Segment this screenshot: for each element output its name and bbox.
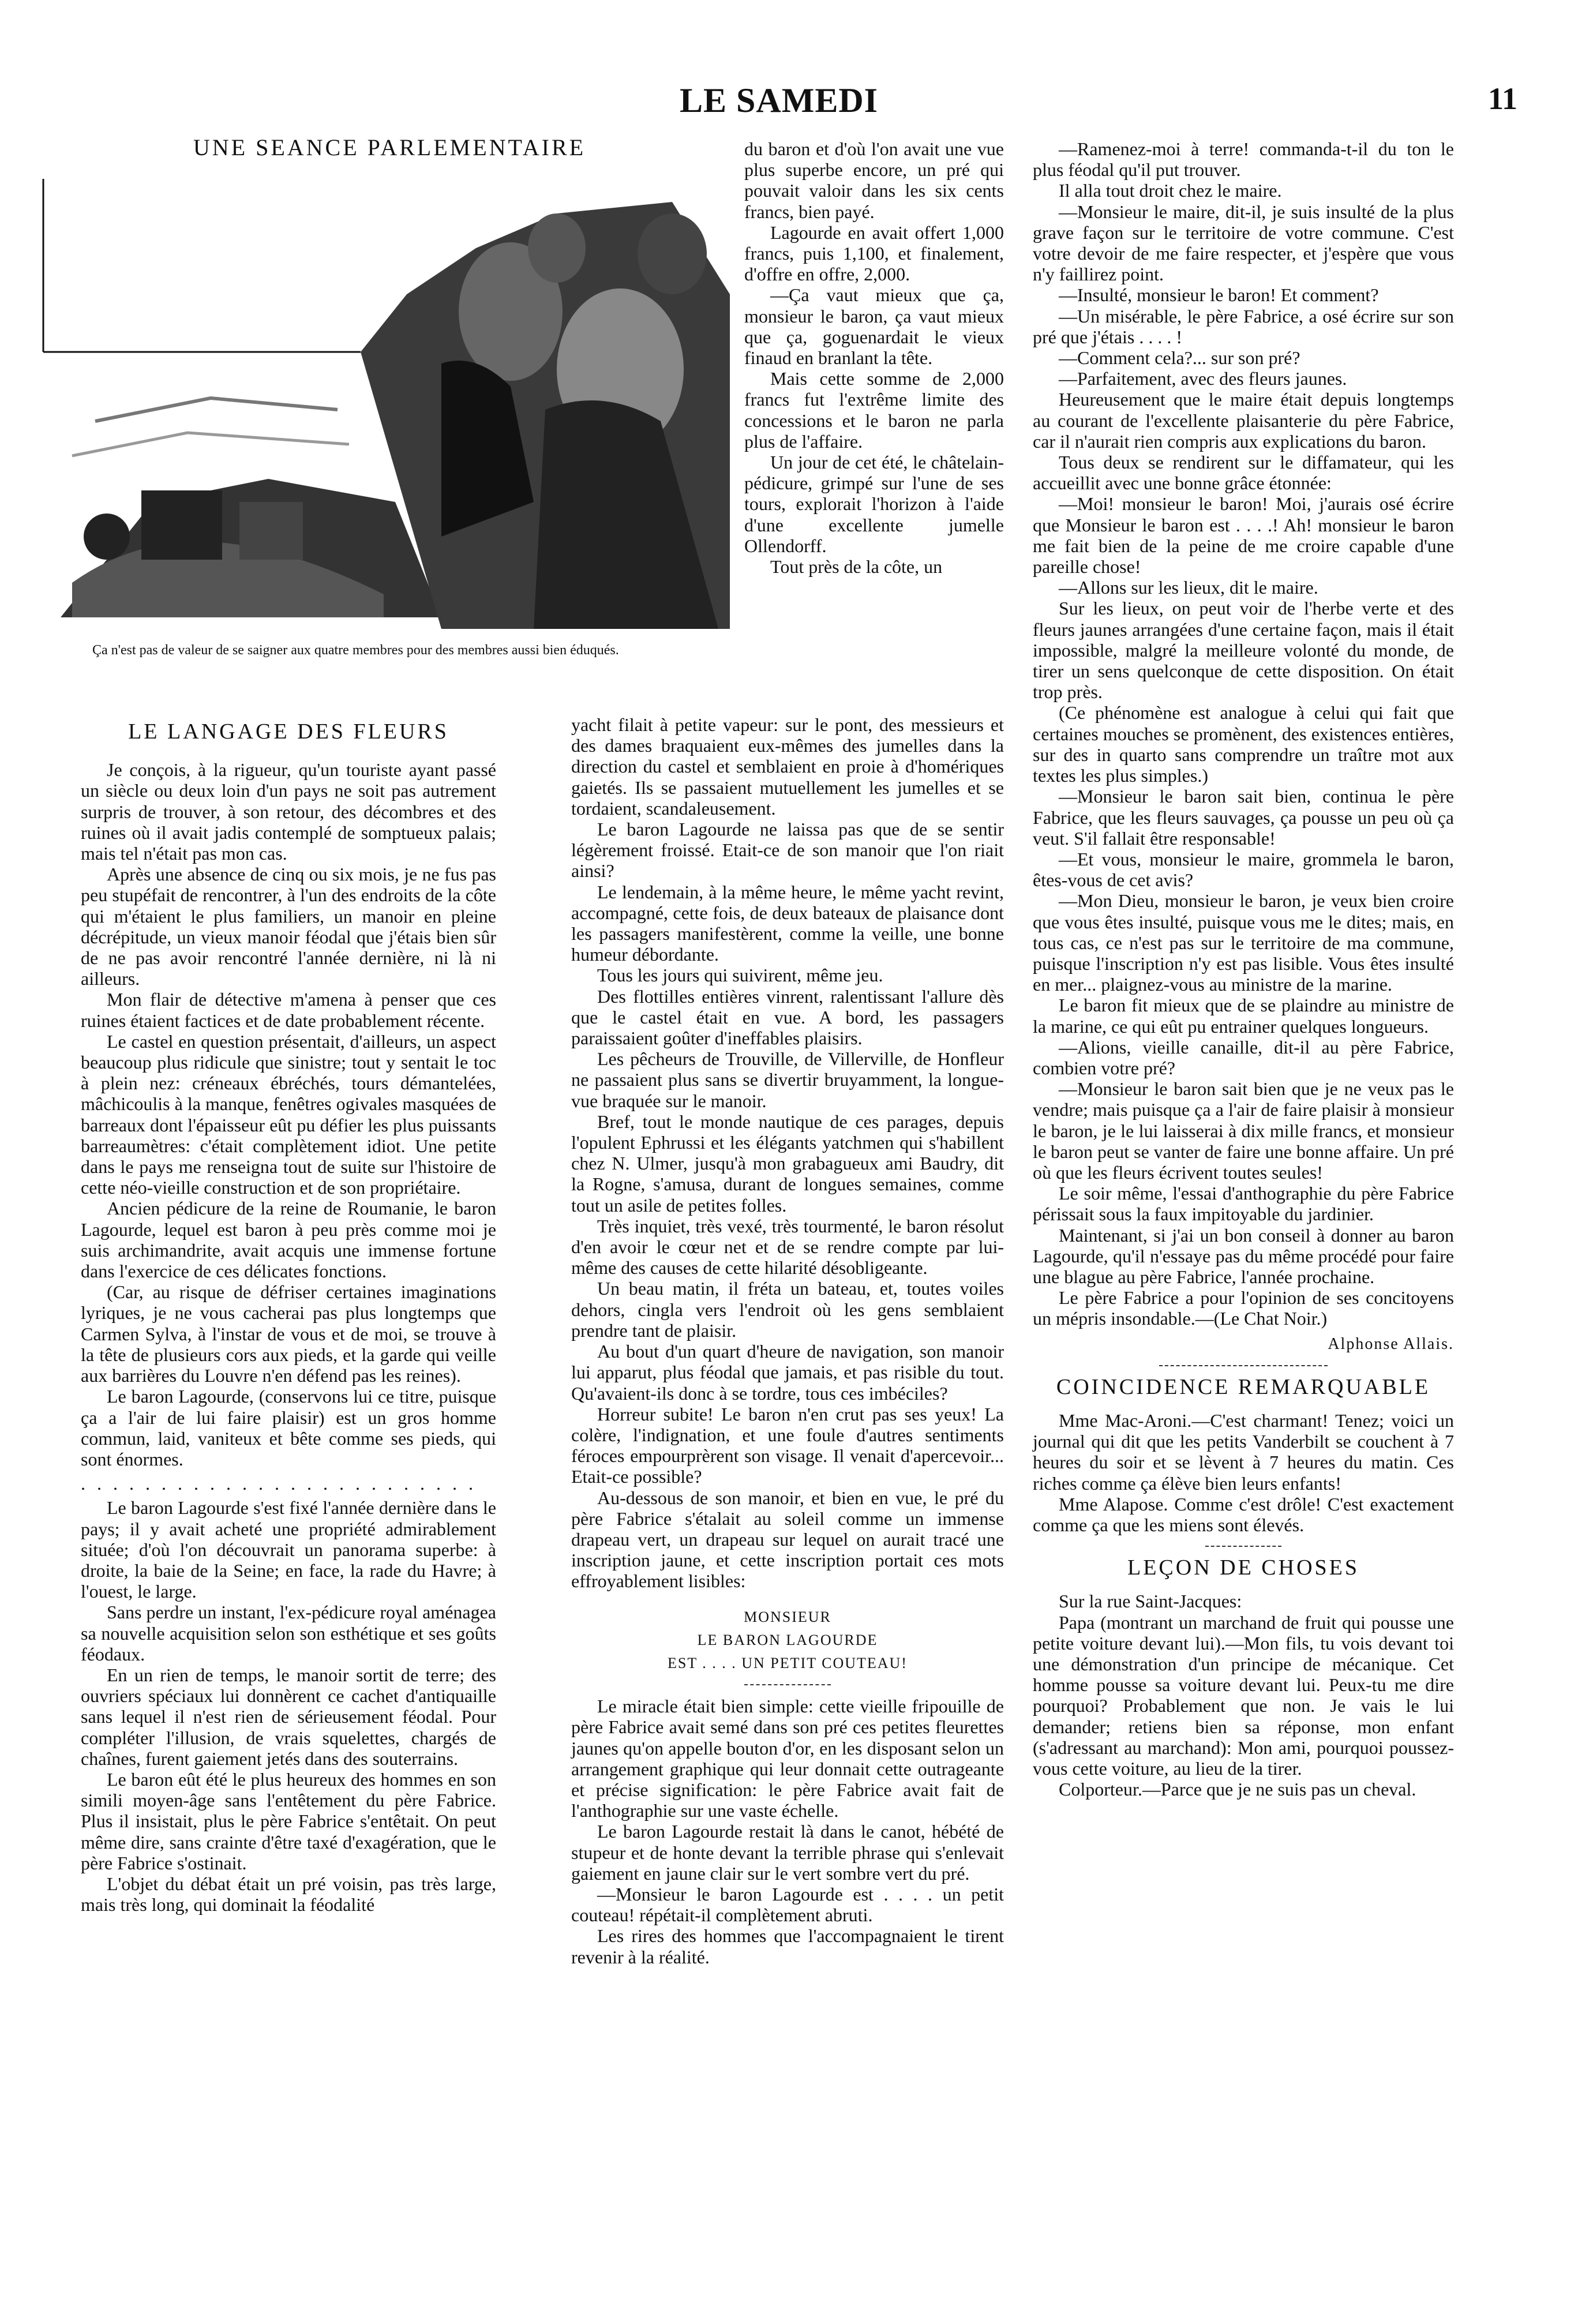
inscription-line: EST . . . . UN PETIT COUTEAU! bbox=[668, 1654, 908, 1671]
paragraph: —Et vous, monsieur le maire, grommela le baron, êtes-vous de cet avis? bbox=[1033, 848, 1454, 891]
paragraph: Lagourde en avait offert 1,000 francs, puis 1,100, et finalement, d'offre en offre, 2,000. bbox=[744, 222, 1004, 285]
paragraph: Le baron fit mieux que de se plaindre au ministre de la marine, ce qui eût pu entrainer quelques longueurs. bbox=[1033, 995, 1454, 1037]
paragraph: Un jour de cet été, le châtelain-pédicure, grimpé sur l'une de ses tours, explorait l'horizon à l'aide d'une excellente jumelle Ollendorff. bbox=[744, 452, 1004, 556]
column-right bbox=[1033, 138, 1454, 1800]
paragraph: Au bout d'un quart d'heure de navigation, son manoir lui apparut, plus féodal que jamais, et pas risible du tout. Qu'avaient-ils donc à se tordre, tous ces imbéciles? bbox=[571, 1341, 1004, 1404]
paragraph: (Ce phénomène est analogue à celui qui fait que certaines mouches se promènent, des existences entières, sur des in quarto sans comprendre un traître mot aux textes les plus simples.) bbox=[1033, 702, 1454, 786]
paragraph: Le miracle était bien simple: cette vieille fripouille de père Fabrice avait semé dans son pré ces petites fleurettes jaunes qu'on appelle bouton d'or, en les disposant selon un arrangement graphique qui leur donnait cette outrageante et précise signification: le père Fabrice avait fait de l'anthographie sur une vaste échelle. bbox=[571, 1696, 1004, 1821]
paragraph: (Car, au risque de défriser certaines imaginations lyriques, je ne vous cacherai pas plus longtemps que Carmen Sylva, à l'instar de vous et de moi, se trouve à la tête de plusieurs cors aux pieds, et la garde qui veille aux barrières du Louvre n'en défend pas les reines). bbox=[81, 1281, 496, 1386]
article2-title: LE LANGAGE DES FLEURS bbox=[128, 719, 449, 744]
cartoon-caption: Ça n'est pas de valeur de se saigner aux quatre membres pour des membres aussi bien éduqués. bbox=[92, 643, 619, 658]
column-middle bbox=[571, 714, 1004, 1967]
paragraph: —Moi! monsieur le baron! Moi, j'aurais osé écrire que Monsieur le baron est . . . .! Ah! monsieur le baron me fait bien de la peine de me croire capable d'une pareille chose! bbox=[1033, 493, 1454, 578]
inscription-block bbox=[571, 1607, 1004, 1674]
paragraph: Le castel en question présentait, d'ailleurs, un aspect beaucoup plus ridicule que sinistre; tout y sentait le toc à plein nez: créneaux ébréchés, tours démantelées, mâchicoulis à la manque, fenêtres ogivales masquées de barreaux dont l'épaisseur eût pu défier les plus puissants barreaumètres: c'était complètement idiot. Une petite dans le pays me renseigna tout de suite sur l'histoire de cette néo-vieille construction et de son propriétaire. bbox=[81, 1030, 496, 1198]
paragraph: Le baron Lagourde, (conservons lui ce titre, puisque ça a l'air de lui faire plaisir) est un gros homme commun, laid, vaniteux et bête comme ses pieds, qui sont énormes. bbox=[81, 1386, 496, 1470]
section-divider: . . . . . . . . . . . . . . . . . . . . . . . . . bbox=[81, 1473, 477, 1494]
paragraph: Tout près de la côte, un bbox=[770, 556, 943, 578]
paragraph: Très inquiet, très vexé, très tourmenté, le baron résolut d'en avoir le cœur net et de se rendre compte par lui-même des causes de cette hilarité désobligeante. bbox=[571, 1215, 1004, 1279]
paragraph: —Alions, vieille canaille, dit-il au père Fabrice, combien votre pré? bbox=[1033, 1036, 1454, 1078]
paragraph: Un beau matin, il fréta un bateau, et, toutes voiles dehors, cingla vers l'endroit où les gens semblaient prendre tant de plaisir. bbox=[571, 1278, 1004, 1341]
paragraph: Le père Fabrice a pour l'opinion de ses concitoyens un mépris insondable.—(Le Chat Noir.) bbox=[1033, 1287, 1454, 1329]
paragraph: Colporteur.—Parce que je ne suis pas un cheval. bbox=[1059, 1779, 1416, 1800]
article1-block bbox=[38, 133, 741, 158]
paragraph: —Un misérable, le père Fabrice, a osé écrire sur son pré que j'étais . . . . ! bbox=[1033, 305, 1454, 347]
paragraph: Les rires des hommes que l'accompagnaient le tirent revenir à la réalité. bbox=[571, 1925, 1004, 1967]
paragraph: Papa (montrant un marchand de fruit qui pousse une petite voiture devant lui).—Mon fils, tu vois devant toi une démonstration d'un principe de mécanique. Cet homme pousse sa voiture devant lui. Peux-tu me dire pourquoi? Probablement que non. Je vais le lui demander; retiens bien sa réponse, mon enfant (s'adressant au marchand): Mon ami, pourquoi poussez-vous cette voiture, au lieu de la tirer. bbox=[1033, 1611, 1454, 1779]
paragraph: Je conçois, à la rigueur, qu'un touriste ayant passé un siècle ou deux loin d'un pays ne soit pas autrement surpris de trouver, à son retour, des décombres et des ruines où il avait jadis contemplé de somptueux palais; mais tel n'était pas mon cas. bbox=[81, 759, 496, 864]
paragraph: yacht filait à petite vapeur: sur le pont, des messieurs et des dames braquaient eux-mêmes des jumelles dans la direction du castel et semblaient en proie à d'homériques gaietés. Ils se passaient mutuellement les jumelles et se tordaient, scandaleusement. bbox=[571, 714, 1004, 819]
paragraph: Le baron eût été le plus heureux des hommes en son simili moyen-âge sans l'entêtement du père Fabrice. Plus il insistait, plus le père Fabrice s'entêtait. On peut même dire, sans crainte d'être taxé d'exagération, que le père Fabrice s'ostinait. bbox=[81, 1768, 496, 1873]
paragraph: Sur les lieux, on peut voir de l'herbe verte et des fleurs jaunes arrangées d'une certaine façon, mais il était impossible, malgré la meilleure volonté du monde, de tirer un sens quelconque de cette disposition. On était trop près. bbox=[1033, 598, 1454, 703]
paragraph: Le baron Lagourde restait là dans le canot, hébété de stupeur et de honte devant la terrible phrase qui s'enlevait gaiement en jaune clair sur le vert sombre vert du pré. bbox=[571, 1821, 1004, 1884]
paragraph: —Ramenez-moi à terre! commanda-t-il du ton le plus féodal qu'il put trouver. bbox=[1033, 138, 1454, 181]
paragraph: Sans perdre un instant, l'ex-pédicure royal aménagea sa nouvelle acquisition selon son esthétique et ses goûts féodaux. bbox=[81, 1602, 496, 1665]
paragraph: Au-dessous de son manoir, et bien en vue, le pré du père Fabrice s'étalait au soleil comme un immense drapeau vert, un drapeau sur lequel on aurait tracé une inscription jaune, et cette inscription portait ces mots effroyablement lisibles: bbox=[571, 1487, 1004, 1592]
paragraph: Le baron Lagourde ne laissa pas que de se sentir légèrement froissé. Etait-ce de son manoir que l'on riait ainsi? bbox=[571, 819, 1004, 882]
article3-title: COINCIDENCE REMARQUABLE bbox=[1056, 1374, 1431, 1399]
paragraph: Horreur subite! Le baron n'en crut pas ses yeux! La colère, l'indignation, et une foule d'autres sentiments féroces empourprèrent son visage. Il venait d'apercevoir... Etait-ce possible? bbox=[571, 1403, 1004, 1487]
article4-title: LEÇON DE CHOSES bbox=[1127, 1555, 1360, 1580]
cartoon-illustration bbox=[38, 179, 741, 635]
paragraph: Ancien pédicure de la reine de Roumanie, le baron Lagourde, lequel est baron à peu près comme moi je suis archimandrite, avait acquis une immense fortune dans l'exercice de ces délicates fonctions. bbox=[81, 1198, 496, 1282]
paragraph: Tous les jours qui suivirent, même jeu. bbox=[597, 965, 883, 986]
section-divider bbox=[1205, 1546, 1281, 1547]
paragraph: Heureusement que le maire était depuis longtemps au courant de l'excellente plaisanterie du père Fabrice, car il n'aurait rien compris aux explications du baron. bbox=[1033, 389, 1454, 452]
paragraph: —Parfaitement, avec des fleurs jaunes. bbox=[1059, 368, 1347, 389]
paragraph: Mme Alapose. Comme c'est drôle! C'est exactement comme ça que les miens sont élevés. bbox=[1033, 1493, 1454, 1535]
paragraph: —Monsieur le maire, dit-il, je suis insulté de la plus grave façon sur le territoire de votre commune. C'est votre devoir de me faire respecter, et j'espère que vous n'y faillirez point. bbox=[1033, 201, 1454, 285]
paragraph: —Monsieur le baron sait bien que je ne veux pas le vendre; mais puisque ça a l'air de faire plaisir à monsieur le baron, je le lui laisserai à dix mille francs, et monsieur le baron peut se vanter de faire une bonne affaire. Un pré où que les fleurs écrivent toutes seules! bbox=[1033, 1078, 1454, 1183]
paragraph: Il alla tout droit chez le maire. bbox=[1059, 180, 1282, 201]
paragraph: Mais cette somme de 2,000 francs fut l'extrême limite des concessions et le baron ne parla plus de l'affaire. bbox=[744, 368, 1004, 452]
cartoon-caption-block bbox=[92, 638, 739, 658]
author-signature: Alphonse Allais. bbox=[1328, 1335, 1454, 1353]
masthead: LE SAMEDI bbox=[679, 81, 879, 119]
paragraph: Des flottilles entières vinrent, ralentissant l'allure dès que le castel était en vue. A bord, les passagers paraissaient goûter d'ineffables plaisirs. bbox=[571, 985, 1004, 1049]
paragraph: Les pêcheurs de Trouville, de Villerville, de Honfleur ne passaient plus sans se divertir bruyamment, la longue-vue braquée sur le manoir. bbox=[571, 1048, 1004, 1111]
paragraph: Mon flair de détective m'amena à penser que ces ruines étaient factices et de date probablement récente. bbox=[81, 989, 496, 1031]
paragraph: Le soir même, l'essai d'anthographie du père Fabrice périssait sous la faux impitoyable du jardinier. bbox=[1033, 1183, 1454, 1225]
paragraph: —Monsieur le baron sait bien, continua le père Fabrice, que les fleurs sauvages, ça pousse un peu où ça veut. S'il fallait être responsable! bbox=[1033, 786, 1454, 849]
page-header bbox=[35, 81, 1523, 127]
paragraph: du baron et d'où l'on avait une vue plus superbe encore, un pré qui pouvait valoir dans les six cents francs, bien payé. bbox=[744, 138, 1004, 222]
column-left bbox=[81, 710, 496, 1915]
inscription-line: MONSIEUR bbox=[744, 1608, 831, 1625]
paragraph: Bref, tout le monde nautique de ces parages, depuis l'opulent Ephrussi et les élégants yatchmen qui s'habillent chez N. Ulmer, jusqu'à mon grabagueux ami Baudry, dit la Rogne, s'amusa, durant de longues semaines, comme tout un asile de petites folles. bbox=[571, 1111, 1004, 1216]
paragraph: —Monsieur le baron Lagourde est . . . . un petit couteau! répétait-il complètement abruti. bbox=[571, 1883, 1004, 1926]
paragraph: Maintenant, si j'ai un bon conseil à donner au baron Lagourde, qu'il n'essaye pas du même procédé pour faire une blague au père Fabrice, l'année prochaine. bbox=[1033, 1224, 1454, 1287]
paragraph: Sur la rue Saint-Jacques: bbox=[1059, 1591, 1242, 1612]
paragraph: Mme Mac-Aroni.—C'est charmant! Tenez; voici un journal qui dit que les petits Vanderbilt se couchent à 7 heures du soir et se lèvent à 7 heures du matin. Ces riches comme ça élève bien leurs enfants! bbox=[1033, 1410, 1454, 1494]
parliament-cartoon-icon bbox=[38, 179, 741, 635]
paragraph: —Comment cela?... sur son pré? bbox=[1059, 347, 1300, 369]
inscription-line: LE BARON LAGOURDE bbox=[697, 1631, 878, 1648]
paragraph: —Mon Dieu, monsieur le baron, je veux bien croire que vous êtes insulté, puisque vous me le dites; mais, en tous cas, ce n'est pas sur le territoire de ma commune, puisque l'inscription n'y est pas lisible. Vous êtes insulté en mer... plaignez-vous au ministre de la marine. bbox=[1033, 890, 1454, 995]
paragraph: Le baron Lagourde s'est fixé l'année dernière dans le pays; il y avait acheté une propriété admirablement située; d'où l'on découvrait un panorama superbe: à droite, la baie de la Seine; en face, la rade du Havre; à l'ouest, le large. bbox=[81, 1497, 496, 1602]
paragraph: Le lendemain, à la même heure, le même yacht revint, accompagné, cette fois, de deux bateaux de plaisance dont les passagers manifestèrent, comme la veille, une bonne humeur débordante. bbox=[571, 881, 1004, 965]
paragraph: —Allons sur les lieux, dit le maire. bbox=[1059, 577, 1318, 598]
column-middle-top bbox=[744, 138, 1004, 577]
paragraph: En un rien de temps, le manoir sortit de terre; des ouvriers spéciaux lui donnèrent ce cachet d'antiquaille sans lequel il n'est rien de sérieusement féodal. Pour compléter l'illusion, de vrais squelettes, chargés de chaînes, furent gaiement jetés dans des souterrains. bbox=[81, 1664, 496, 1769]
article1-title: UNE SEANCE PARLEMENTAIRE bbox=[193, 134, 586, 160]
paragraph: L'objet du débat était un pré voisin, pas très large, mais très long, qui dominait la féodalité bbox=[81, 1873, 496, 1916]
paragraph: —Insulté, monsieur le baron! Et comment? bbox=[1059, 284, 1379, 306]
paragraph: Tous deux se rendirent sur le diffamateur, qui les accueillit avec une bonne grâce étonnée: bbox=[1033, 452, 1454, 494]
paragraph: Après une absence de cinq ou six mois, je ne fus pas peu stupéfait de rencontrer, à l'un des endroits de la côte qui m'étaient le plus familiers, un manoir en pleine décrépitude, un vieux manoir féodal que j'étais bien sûr de ne pas avoir rencontré l'année dernière, ni là ni ailleurs. bbox=[81, 864, 496, 989]
inscription-divider bbox=[744, 1684, 831, 1685]
section-divider bbox=[1159, 1365, 1328, 1366]
paragraph: —Ça vaut mieux que ça, monsieur le baron, ça vaut mieux que ça, goguenardait le vieux finaud en branlant la tête. bbox=[744, 284, 1004, 369]
page-number: 11 bbox=[1487, 81, 1517, 116]
